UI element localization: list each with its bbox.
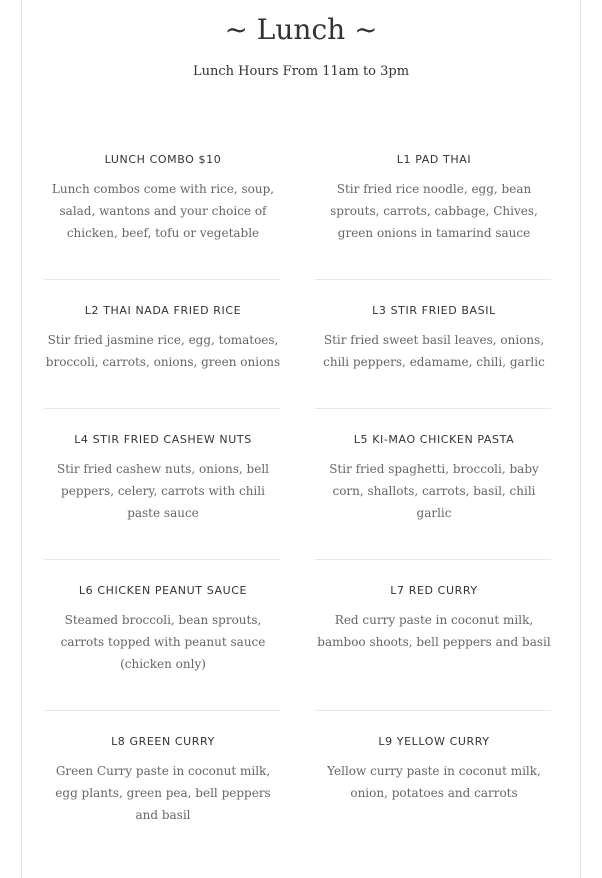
menu-item-description: Stir fried jasmine rice, egg, tomatoes, broccoli, carrots, onions, green onions	[45, 333, 281, 369]
menu-item-name: L1 PAD THAI	[396, 153, 472, 166]
menu-item-l7	[315, 580, 553, 653]
menu-item-description: Stir fried spaghetti, broccoli, baby corn, shallots, carrots, basil, chili garlic	[329, 462, 539, 520]
menu-item-name: L8 GREEN CURRY	[111, 735, 215, 748]
menu-item-name: L3 STIR FRIED BASIL	[372, 304, 496, 317]
divider	[44, 710, 280, 711]
divider	[315, 279, 551, 280]
menu-item-description: Steamed broccoli, bean sprouts, carrots topped with peanut sauce (chicken only)	[60, 613, 266, 671]
lunch-hours: Lunch Hours From 11am to 3pm	[192, 64, 410, 79]
divider	[315, 559, 551, 560]
divider	[315, 710, 551, 711]
menu-item-description: Stir fried rice noodle, egg, bean sprouts, carrots, cabbage, Chives, green onions in tamarind sauce	[330, 182, 538, 240]
menu-item-name: L4 STIR FRIED CASHEW NUTS	[74, 433, 252, 446]
divider	[44, 279, 280, 280]
menu-item-name: LUNCH COMBO $10	[104, 153, 222, 166]
divider	[315, 408, 551, 409]
menu-item-name: L7 RED CURRY	[390, 584, 478, 597]
menu-item-name: L2 THAI NADA FRIED RICE	[84, 304, 242, 317]
menu-item-l6	[44, 580, 282, 675]
menu-item-l1	[315, 149, 553, 244]
divider	[44, 559, 280, 560]
menu-item-name: L9 YELLOW CURRY	[378, 735, 490, 748]
menu-title: ~ Lunch ~	[224, 13, 378, 46]
menu-item-description: Stir fried sweet basil leaves, onions, chili peppers, edamame, chili, garlic	[323, 333, 545, 369]
menu-item-lunch-combo	[44, 149, 282, 244]
menu-item-l8	[44, 731, 282, 826]
menu-item-description: Stir fried cashew nuts, onions, bell peppers, celery, carrots with chili paste sauce	[56, 462, 270, 520]
menu-item-l4	[44, 429, 282, 524]
menu-item-description: Yellow curry paste in coconut milk, onion, potatoes and carrots	[327, 764, 541, 800]
menu-item-name: L6 CHICKEN PEANUT SAUCE	[78, 584, 248, 597]
menu-item-l3	[315, 300, 553, 373]
menu-item-description: Lunch combos come with rice, soup, salad, wantons and your choice of chicken, beef, tofu or vegetable	[51, 182, 275, 240]
menu-item-description: Red curry paste in coconut milk, bamboo shoots, bell peppers and basil	[317, 613, 551, 649]
menu-item-l5	[315, 429, 553, 524]
menu-item-name: L5 KI-MAO CHICKEN PASTA	[353, 433, 515, 446]
divider	[44, 408, 280, 409]
menu-item-l9	[315, 731, 553, 804]
menu-item-description: Green Curry paste in coconut milk, egg plants, green pea, bell peppers and basil	[55, 764, 271, 822]
menu-item-l2	[44, 300, 282, 373]
